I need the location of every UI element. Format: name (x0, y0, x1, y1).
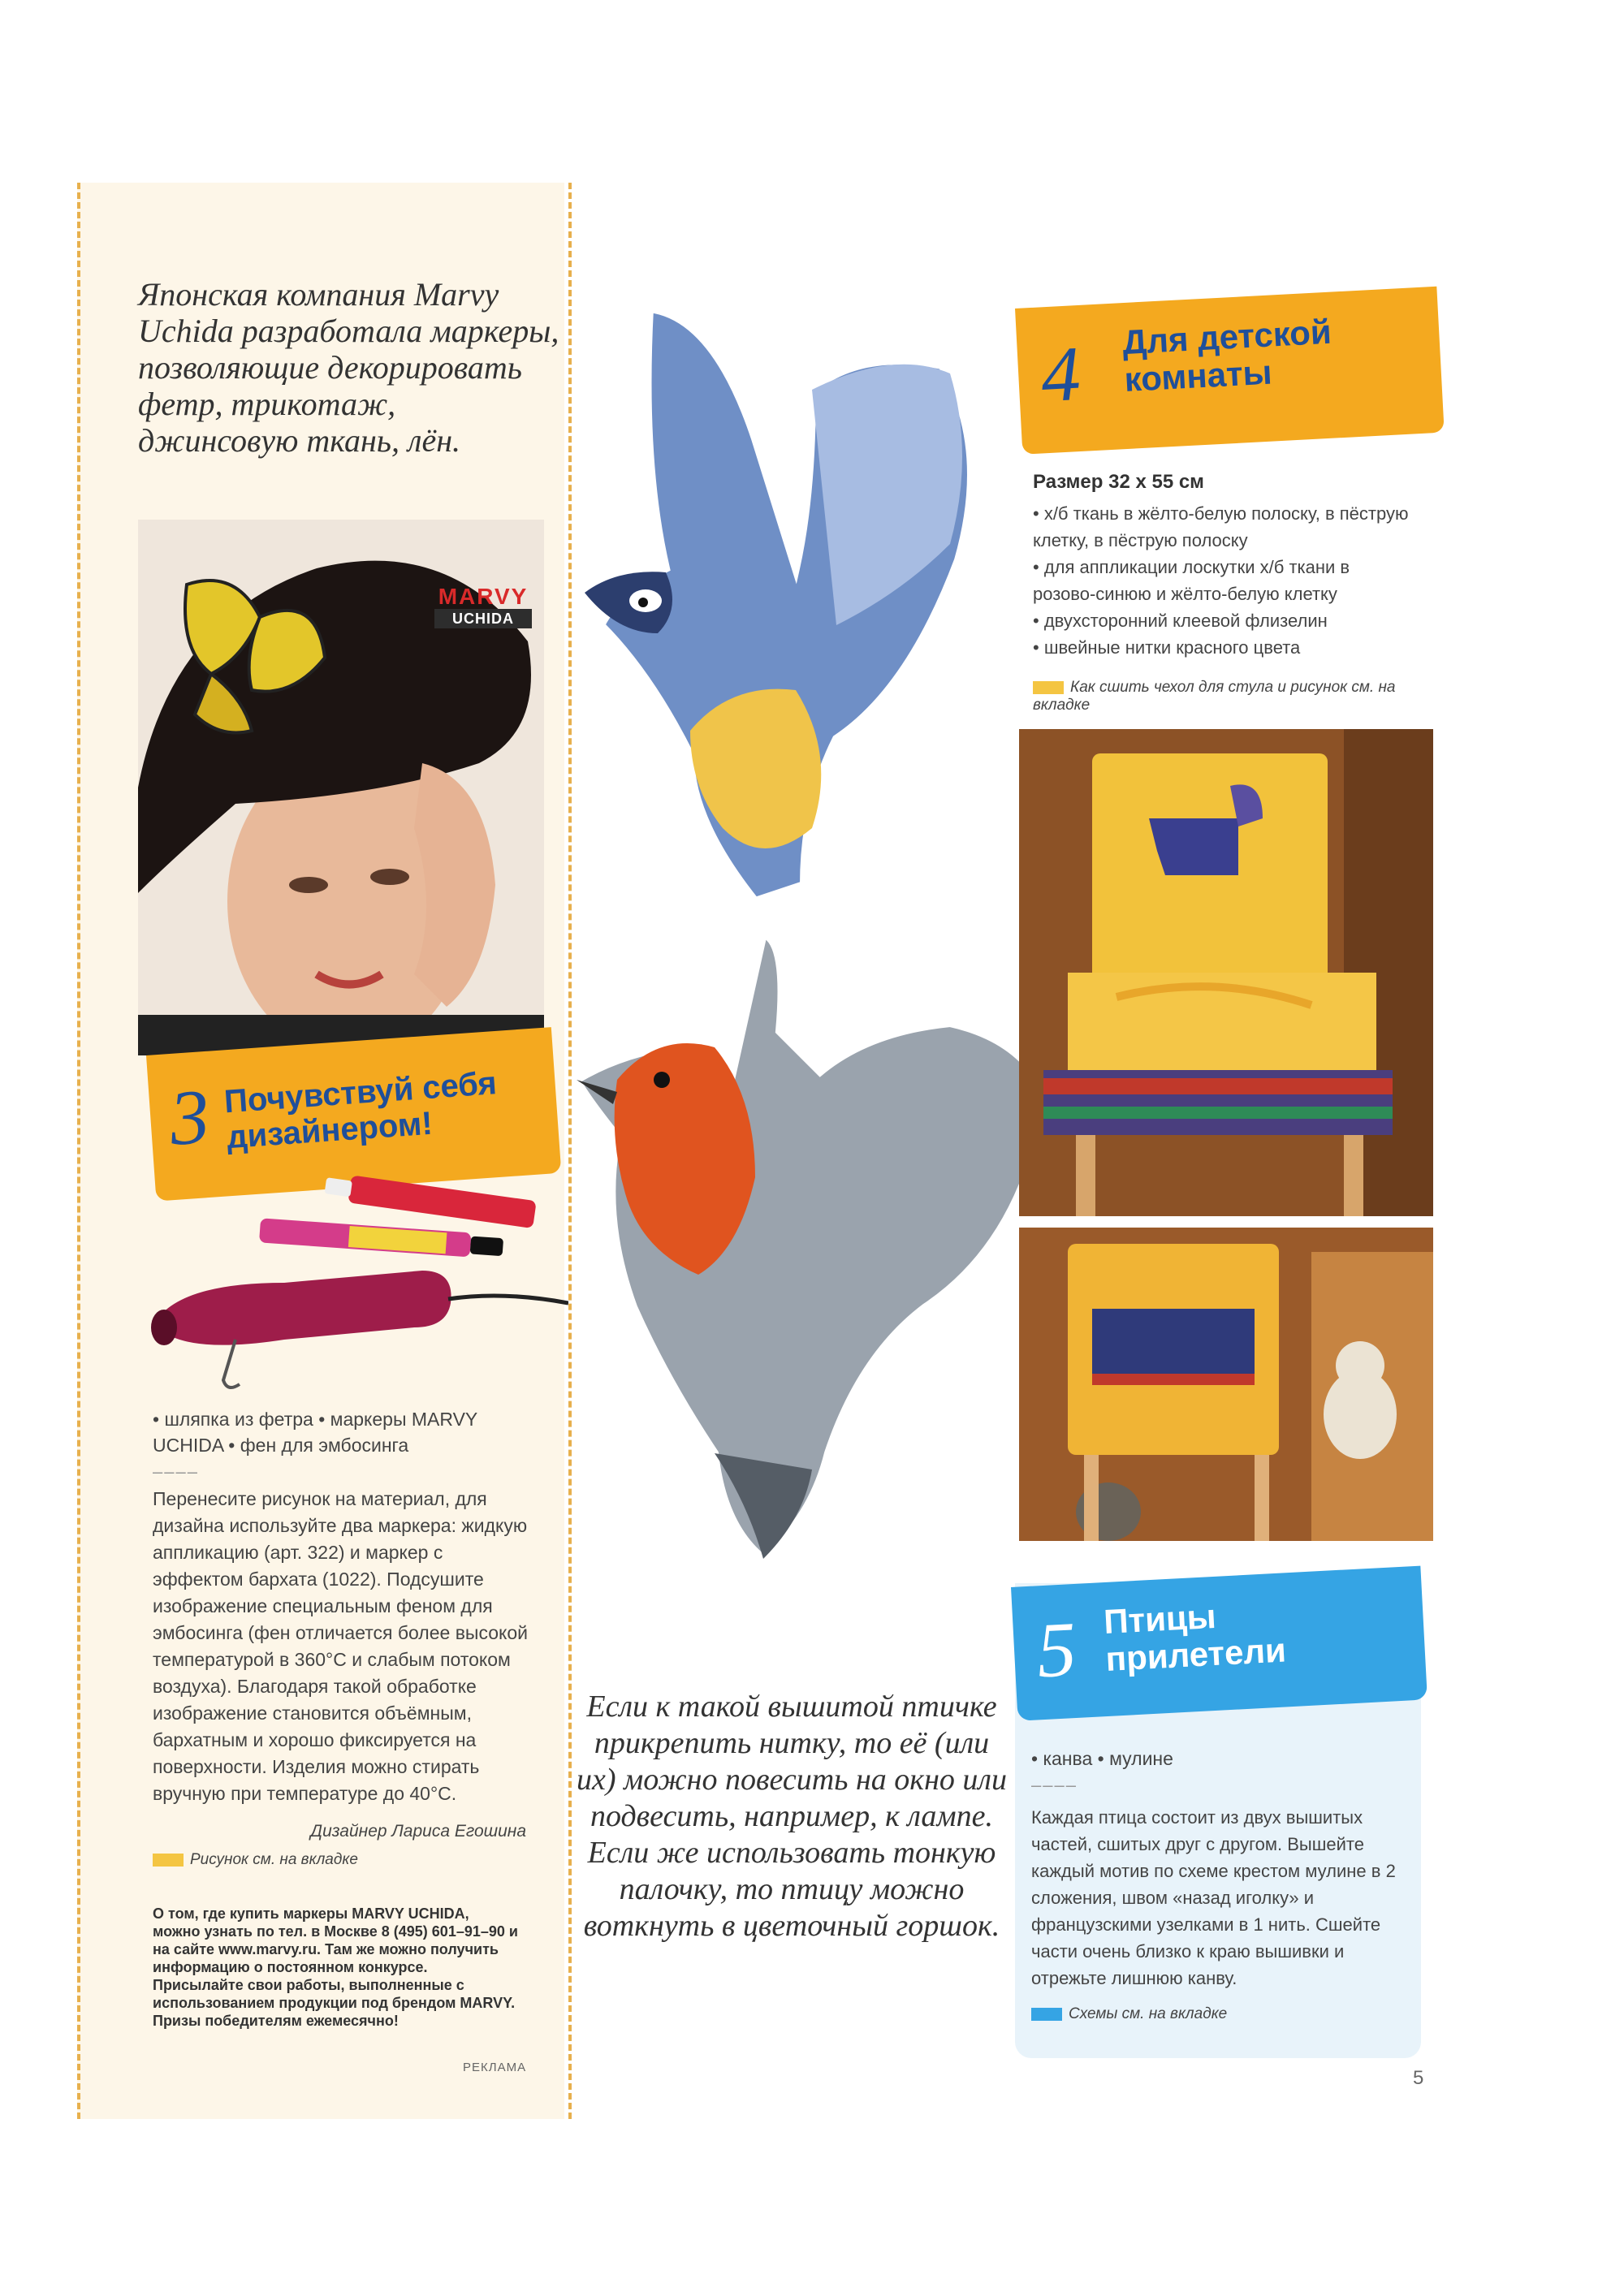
designer-credit: Дизайнер Лариса Егошина (310, 1822, 526, 1841)
page-number: 5 (1413, 2067, 1424, 2089)
section-3-number: 3 (166, 1072, 213, 1163)
section-4-pattern-ref-text: Как сшить чехол для стула и рисунок см. на вкладке (1033, 679, 1396, 714)
advert-label: РЕКЛАМА (463, 2061, 527, 2074)
section-3-title: Почувствуй себя дизайнером! (222, 1065, 499, 1156)
section-5-pattern-ref-text: Схемы см. на вкладке (1069, 2005, 1228, 2022)
logo-line-1: MARVY (438, 584, 529, 609)
chair-cover-photo-back (1019, 1228, 1433, 1541)
section-4-materials-list (1033, 500, 1415, 661)
section-5-separator: –––– (1031, 1775, 1078, 1795)
section-5-instructions: Каждая птица состоит из двух вышитых частей, сшитых друг с другом. Вышейте каждый мотив по схеме крестом мулине в 2 сложения, швом «назад иголку» и французскими узелками в 1 нить. Сшейте части очень близко к краю вышивки и отрежьте лишнюю канву. (1031, 1807, 1396, 1988)
advert-contact-info: О том, где купить маркеры MARVY UCHIDA, можно узнать по тел. в Москве 8 (495) 601–91–90 и на сайте www.marvy.ru. Там же можно получить информацию о постоянном конкурсе. Присылайте свои работы, выполненные с использованием продукции под брендом MARVY. Призы победителям ежемесячно! (153, 1905, 518, 2029)
section-3-materials (153, 1406, 526, 1485)
section-3-pattern-reference (153, 1851, 358, 1869)
section-4-title: Для детской комнаты (1121, 312, 1332, 399)
intro-text: Японская компания Marvy Uchida разработала маркеры, позволяющие декорировать фетр, трикотаж, джинсовую ткань, лён. (138, 276, 559, 459)
section-3-instructions: Перенесите рисунок на материал, для дизайна используйте два маркера: жидкую аппликацию (арт. 322) и маркер с эффектом бархата (1022). Подсушите изображение специальным феном для эмбосинга (фен отличается более высокой температурой в 360°С и слабым потоком воздуха). Благодаря такой обработке изображение становится объёмным, бархатным и хорошо фиксируется на поверхности. Изделия можно стирать вручную при температуре до 40°С. (153, 1488, 528, 1804)
section-5-materials-text: • канва • мулине (1031, 1748, 1173, 1769)
list-item: • двухсторонний клеевой флизелин (1033, 611, 1328, 631)
birds-caption: Если к такой вышитой птичке прикрепить нитку, то её (или их) можно повесить на окно или подвесить, например, к лампе. Если же использовать тонкую палочку, то птицу можно воткнуть в цветочный горшок. (576, 1690, 1008, 1943)
list-item: • х/б ткань в жёлто-белую полоску, в пёструю клетку, в пёструю полоску (1033, 503, 1409, 550)
section-3-pattern-ref-text: Рисунок см. на вкладке (190, 1851, 358, 1868)
section-5-title: Птицы прилетели (1103, 1596, 1287, 1678)
reference-marker (153, 1854, 184, 1867)
list-item: • швейные нитки красного цвета (1033, 637, 1301, 658)
marvy-uchida-logo (434, 585, 532, 630)
embroidered-birds-image (568, 300, 1083, 1640)
section-4-size: Размер 32 х 55 см (1033, 471, 1204, 493)
reference-marker (1033, 681, 1064, 694)
chair-cover-photo-front (1019, 729, 1433, 1216)
logo-line-2: UCHIDA (434, 609, 532, 628)
section-5-banner (1011, 1566, 1427, 1721)
chair-cover-front-illustration (1019, 729, 1433, 1216)
section-4-pattern-reference (1033, 679, 1398, 714)
dashed-divider-left (77, 183, 80, 2119)
section-3-materials-text: • шляпка из фетра • маркеры MARVY UCHIDA • фен для эмбосинга (153, 1409, 477, 1456)
robin-embroidery (577, 934, 1047, 1559)
blue-tit-embroidery (585, 309, 971, 901)
section-4-number: 4 (1039, 329, 1083, 419)
markers-and-embossing-tool-image (146, 1161, 568, 1405)
reference-marker (1031, 2008, 1062, 2021)
section-3-separator: –––– (153, 1461, 199, 1482)
section-4-banner (1015, 287, 1445, 455)
section-5-number: 5 (1034, 1604, 1078, 1694)
section-5-pattern-reference (1031, 2005, 1227, 2023)
section-5-materials (1031, 1746, 1405, 1798)
chair-cover-back-illustration (1019, 1228, 1433, 1541)
list-item: • для аппликации лоскутки х/б ткани в розово-синюю и жёлто-белую клетку (1033, 557, 1350, 604)
